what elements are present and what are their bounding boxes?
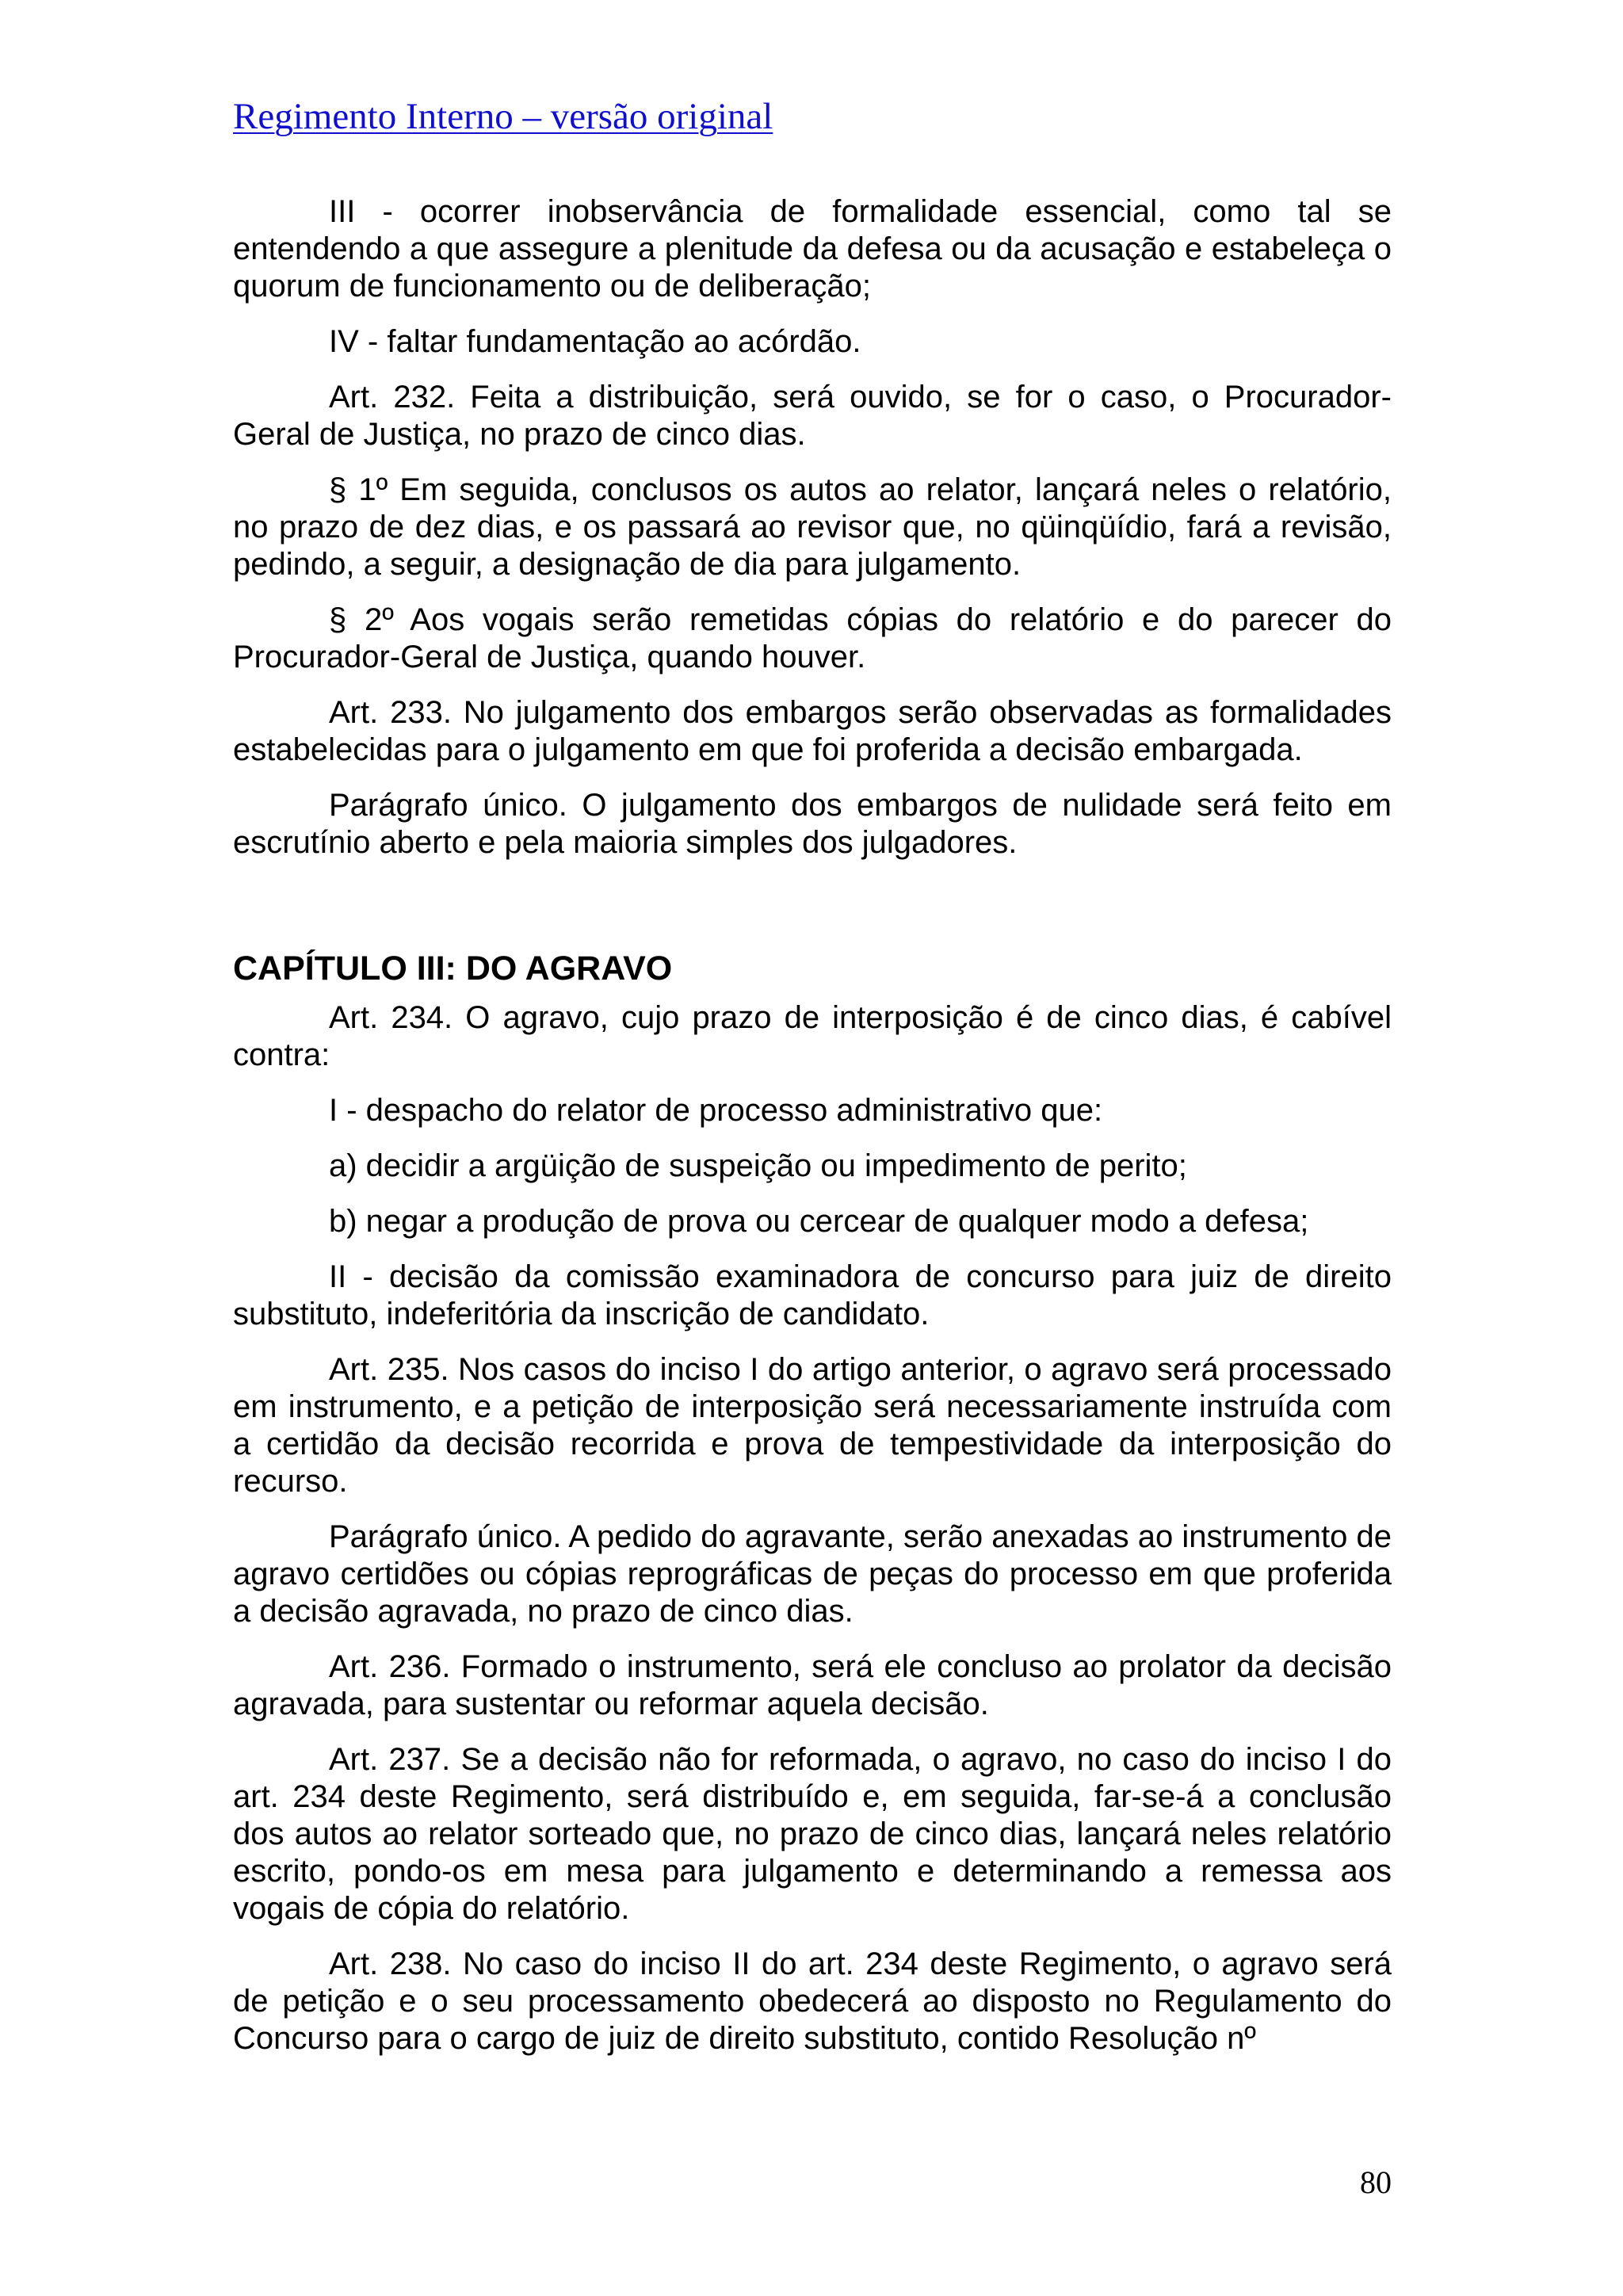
paragraph-art-234: Art. 234. O agravo, cujo prazo de interposição é de cinco dias, é cabível contra: — [233, 1000, 1392, 1072]
paragraph-art-233: Art. 233. No julgamento dos embargos serão observadas as formalidades estabelecidas para o julgamento em que foi proferida a decisão embargada. — [233, 695, 1392, 767]
paragraph-inciso-iii: III - ocorrer inobservância de formalidade essencial, como tal se entendendo a que assegure a plenitude da defesa ou da acusação e estabeleça o quorum de funcionamento ou de deliberação; — [233, 194, 1392, 304]
paragraph-inciso-iv: IV - faltar fundamentação ao acórdão. — [329, 324, 861, 359]
paragraph-art-234-inciso-i: I - despacho do relator de processo administrativo que: — [329, 1093, 1103, 1128]
paragraph-art-235: Art. 235. Nos casos do inciso I do artigo anterior, o agravo será processado em instrumento, e a petição de interposição será necessariamente instruída com a certidão da decisão recorrida e prova de tempestividade da interposição do recurso. — [233, 1352, 1392, 1499]
paragraph-art-236: Art. 236. Formado o instrumento, será ele concluso ao prolator da decisão agravada, para sustentar ou reformar aquela decisão. — [233, 1649, 1392, 1721]
paragraph-art-234-alinea-b: b) negar a produção de prova ou cercear de qualquer modo a defesa; — [329, 1204, 1309, 1239]
paragraph-art-233-paragrafo-unico: Parágrafo único. O julgamento dos embargos de nulidade será feito em escrutínio aberto e pela maioria simples dos julgadores. — [233, 788, 1392, 860]
paragraph-art-235-paragrafo-unico: Parágrafo único. A pedido do agravante, serão anexadas ao instrumento de agravo certidões ou cópias reprográficas de peças do processo em que proferida a decisão agravada, no prazo de cinco dias. — [233, 1519, 1392, 1629]
paragraph-art-232-par-1: § 1º Em seguida, conclusos os autos ao relator, lançará neles o relatório, no prazo de dez dias, e os passará ao revisor que, no qüinqüídio, fará a revisão, pedindo, a seguir, a designação de dia para julgamento. — [233, 472, 1392, 582]
page-number: 80 — [1360, 2164, 1392, 2200]
paragraph-art-237: Art. 237. Se a decisão não for reformada, o agravo, no caso do inciso I do art. 234 deste Regimento, será distribuído e, em seguida, far-se-á a conclusão dos autos ao relator sorteado que, no prazo de cinco dias, lançará neles relatório escrito, pondo-os em mesa para julgamento e determinando a remessa aos vogais de cópia do relatório. — [233, 1742, 1392, 1926]
document-header-link[interactable]: Regimento Interno – versão original — [233, 96, 773, 137]
paragraph-art-232: Art. 232. Feita a distribuição, será ouvido, se for o caso, o Procurador-Geral de Justiça, no prazo de cinco dias. — [233, 380, 1392, 452]
paragraph-art-232-par-2: § 2º Aos vogais serão remetidas cópias do relatório e do parecer do Procurador-Geral de Justiça, quando houver. — [233, 602, 1392, 674]
paragraph-art-234-alinea-a: a) decidir a argüição de suspeição ou impedimento de perito; — [329, 1148, 1187, 1183]
chapter-heading: CAPÍTULO III: DO AGRAVO — [233, 949, 673, 988]
document-body — [233, 193, 1392, 2076]
paragraph-art-234-inciso-ii: II - decisão da comissão examinadora de concurso para juiz de direito substituto, indeferitória da inscrição de candidato. — [233, 1259, 1392, 1331]
paragraph-art-238: Art. 238. No caso do inciso II do art. 234 deste Regimento, o agravo será de petição e o seu processamento obedecerá ao disposto no Regulamento do Concurso para o cargo de juiz de direito substituto, contido Resolução nº — [233, 1946, 1392, 2056]
